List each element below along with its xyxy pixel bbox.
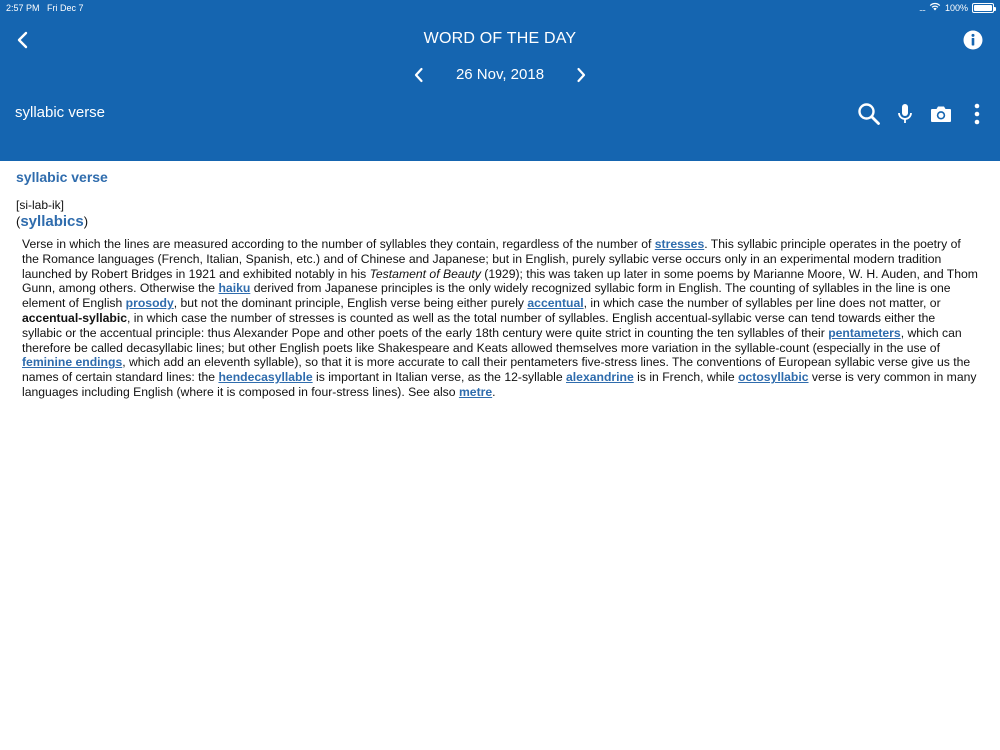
voice-search-button[interactable]: [892, 101, 918, 127]
battery-icon: [972, 3, 994, 13]
related-open-paren: (: [16, 214, 21, 229]
link-feminine-endings[interactable]: feminine endings: [22, 355, 123, 370]
info-button[interactable]: [962, 29, 984, 51]
microphone-icon: [897, 103, 913, 125]
link-metre[interactable]: metre: [458, 384, 493, 399]
definition-segment: . This syllabic principle operates in the poetry of the Romance languages (French, Italian, Spanish, etc.) and of Chinese and Japanese; but in English, purely syllabic verse occurs only in an experimental modern tradition launched by Robert Bridges in 1921 and exhibited notably in his: [22, 237, 961, 281]
definition-segment: , which can therefore be called decasyllabic lines; but other English poets like Shakespeare and Keats allowed themselves more variation in the syllable-count (especially in the use of: [22, 325, 962, 355]
camera-button[interactable]: [928, 101, 954, 127]
definition-segment: , in which case the number of syllables per line does not matter, or: [583, 296, 941, 311]
previous-date-button[interactable]: [408, 64, 430, 86]
wifi-icon: [929, 2, 941, 13]
definition-segment: Verse in which the lines are measured according to the number of syllables they contain, regardless of the number of: [22, 237, 655, 251]
toolbar: [856, 101, 990, 127]
definition-segment: derived from Japanese principles is the only widely recognized syllabic form in English. The counting of syllables in the line is one element of English: [22, 281, 951, 311]
link-hendecasyllable[interactable]: hendecasyllable: [218, 370, 313, 385]
more-options-button[interactable]: [964, 101, 990, 127]
current-date: 26 Nov, 2018: [455, 66, 545, 83]
definition-segment: is important in Italian verse, as the 12-syllable: [312, 370, 566, 385]
definition-segment: is in French, while: [633, 370, 739, 385]
date-navigator: [0, 64, 1000, 86]
link-haiku[interactable]: haiku: [218, 281, 251, 296]
definition-segment: .: [492, 384, 496, 399]
related-link-syllabics[interactable]: syllabics: [20, 213, 84, 230]
status-bar: [0, 0, 1000, 16]
related-close-paren: ): [83, 214, 89, 229]
definition-segment: verse is very common in many languages including English (where it is composed in four-stress lines). See also: [22, 370, 977, 399]
search-button[interactable]: [856, 101, 882, 127]
search-icon: [857, 102, 881, 126]
status-time: 2:57 PM: [6, 3, 40, 13]
app-header: [0, 0, 1000, 161]
next-date-button[interactable]: [570, 64, 592, 86]
chevron-right-icon: [575, 67, 587, 83]
link-prosody[interactable]: prosody: [125, 296, 174, 311]
link-accentual[interactable]: accentual: [527, 296, 584, 311]
definition-segment: , but not the dominant principle, English verse being either purely: [173, 296, 528, 311]
pronunciation: [si-lab-ik]: [16, 198, 65, 212]
search-query[interactable]: syllabic verse: [15, 104, 106, 121]
link-alexandrine[interactable]: alexandrine: [566, 370, 634, 385]
more-vertical-icon: [973, 103, 981, 125]
link-stresses[interactable]: stresses: [654, 237, 705, 251]
definition-segment: , in which case the number of stresses is counted as well as the total number of syllables. English accentual-syllabic verse can tend towards either the syllabic or the accentual principle: thus Alexander Pope and other poets of the early 18th century were quite strict in counting the ten syllables of their: [22, 310, 936, 340]
camera-icon: [930, 105, 952, 123]
status-date: Fri Dec 7: [47, 3, 84, 13]
related-form: [16, 213, 88, 230]
page-title: WORD OF THE DAY: [423, 30, 577, 47]
definition-text: [22, 237, 978, 400]
definition-segment: , which add an eleventh syllable), so that it is more accurate to call their pentameters five-stress lines. The conventions of European syllabic verse give us the names of certain standard lines: the: [22, 355, 971, 385]
definition-segment: (1929); this was taken up later in some poems by Marianne Moore, W. H. Auden, and Thom Gunn, among others. Otherwise the: [22, 266, 978, 296]
link-octosyllabic[interactable]: octosyllabic: [738, 370, 809, 385]
battery-percent: 100%: [944, 2, 968, 13]
status-indicators: [919, 2, 994, 13]
info-icon: [962, 29, 984, 51]
entry-headword: syllabic verse: [16, 169, 108, 185]
work-title: Testament of Beauty: [369, 266, 481, 281]
signal-indicator: ....: [918, 2, 925, 13]
term-accentual-syllabic: accentual-syllabic: [22, 310, 127, 325]
chevron-left-icon: [413, 67, 425, 83]
link-pentameters[interactable]: pentameters: [828, 325, 901, 340]
